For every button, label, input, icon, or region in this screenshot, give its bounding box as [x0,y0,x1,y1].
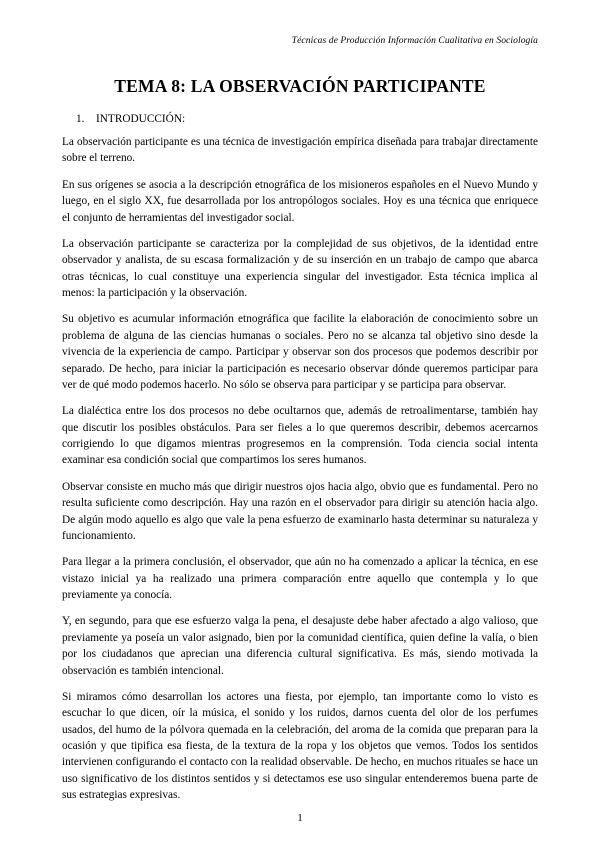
section-number: 1. [76,113,85,125]
running-header: Técnicas de Producción Información Cualitativa en Sociología [291,36,538,46]
body-paragraph: En sus orígenes se asocia a la descripción etnográfica de los misioneros españoles en el Nuevo Mundo y luego, en el siglo XX, fue desarrollada por los antropólogos sociales. Hoy es una técnica que enriquece el conjunto de herramientas del investigador social. [62,178,538,224]
body-paragraph: La observación participante se caracteriza por la complejidad de sus objetivos, de la identidad entre observador y analista, de su escasa formalización y de su inserción en un trabajo de campo que abarca otras técnicas, lo cual constituye una experiencia singular del investigador. Esta técnica implica al menos: la participación y la observación. [62,237,538,299]
body-paragraph: Su objetivo es acumular información etnográfica que facilite la elaboración de conocimiento sobre un problema de alguna de las ciencias humanas o sociales. Pero no se alcanza tal objetivo sino desde la vivencia de la experiencia de campo. Participar y observar son dos procesos que podemos describir por separado. De hecho, para iniciar la participación es necesario observar dónde queremos participar para ver de qué modo podemos hacerlo. No sólo se observa para participar y se participa para observar. [62,313,538,391]
section-heading-introduccion [76,113,538,125]
body-paragraph: Observar consiste en mucho más que dirigir nuestros ojos hacia algo, obvio que es fundamental. Pero no resulta suficiente como descripción. Hay una razón en el observador para dirigir su atención hacia algo. De algún modo aquello es algo que vale la pena esfuerzo de examinarlo hasta determinar su naturaleza y funcionamiento. [62,480,538,542]
page-number: 1 [297,812,303,824]
body-paragraph: La dialéctica entre los dos procesos no debe ocultarnos que, además de retroalimentarse, también hay que discutir los posibles obstáculos. Para ser fieles a lo que queremos describir, debemos acercarnos corrigiendo lo que digamos mientras progresemos en la comprensión. Toda ciencia social intenta examinar esa condición social que compartimos los seres humanos. [62,405,538,467]
body-paragraph: La observación participante es una técnica de investigación empírica diseñada para trabajar directamente sobre el terreno. [62,136,538,165]
section-heading-list [62,113,538,125]
body-paragraph: Si miramos cómo desarrollan los actores una fiesta, por ejemplo, tan importante como lo visto es escuchar lo que dicen, oír la música, el sonido y los ruidos, darnos cuenta del olor de los perfumes usados, del humo de la pólvora quemada en la celebración, del aroma de la comida que preparan para la ocasión y que tipifica esa fiesta, de la textura de la ropa y los objetos que vemos. Todos los sentidos intervienen configurando el contacto con la realidad observable. De hecho, en muchos rituales se hace un uso significativo de los distintos sentidos y si detectamos ese uso singular entenderemos buena parte de sus estrategias expresivas. [62,690,538,802]
body-paragraph: Y, en segundo, para que ese esfuerzo valga la pena, el desajuste debe haber afectado a algo valioso, que previamente ya poseía un valor asignado, bien por la comunidad científica, quien define la valía, o bien por los ciudadanos que aprecian una diferencia cultural significativa. Es más, siendo motivada la observación es también intencional. [62,615,538,677]
section-title: INTRODUCCIÓN: [96,113,186,125]
page-title: TEMA 8: LA OBSERVACIÓN PARTICIPANTE [114,76,486,96]
body-paragraph: Para llegar a la primera conclusión, el observador, que aún no ha comenzado a aplicar la técnica, en ese vistazo inicial ya ha realizado una primera comparación entre aquello que contempla y lo que previamente ya conocía. [62,556,538,601]
